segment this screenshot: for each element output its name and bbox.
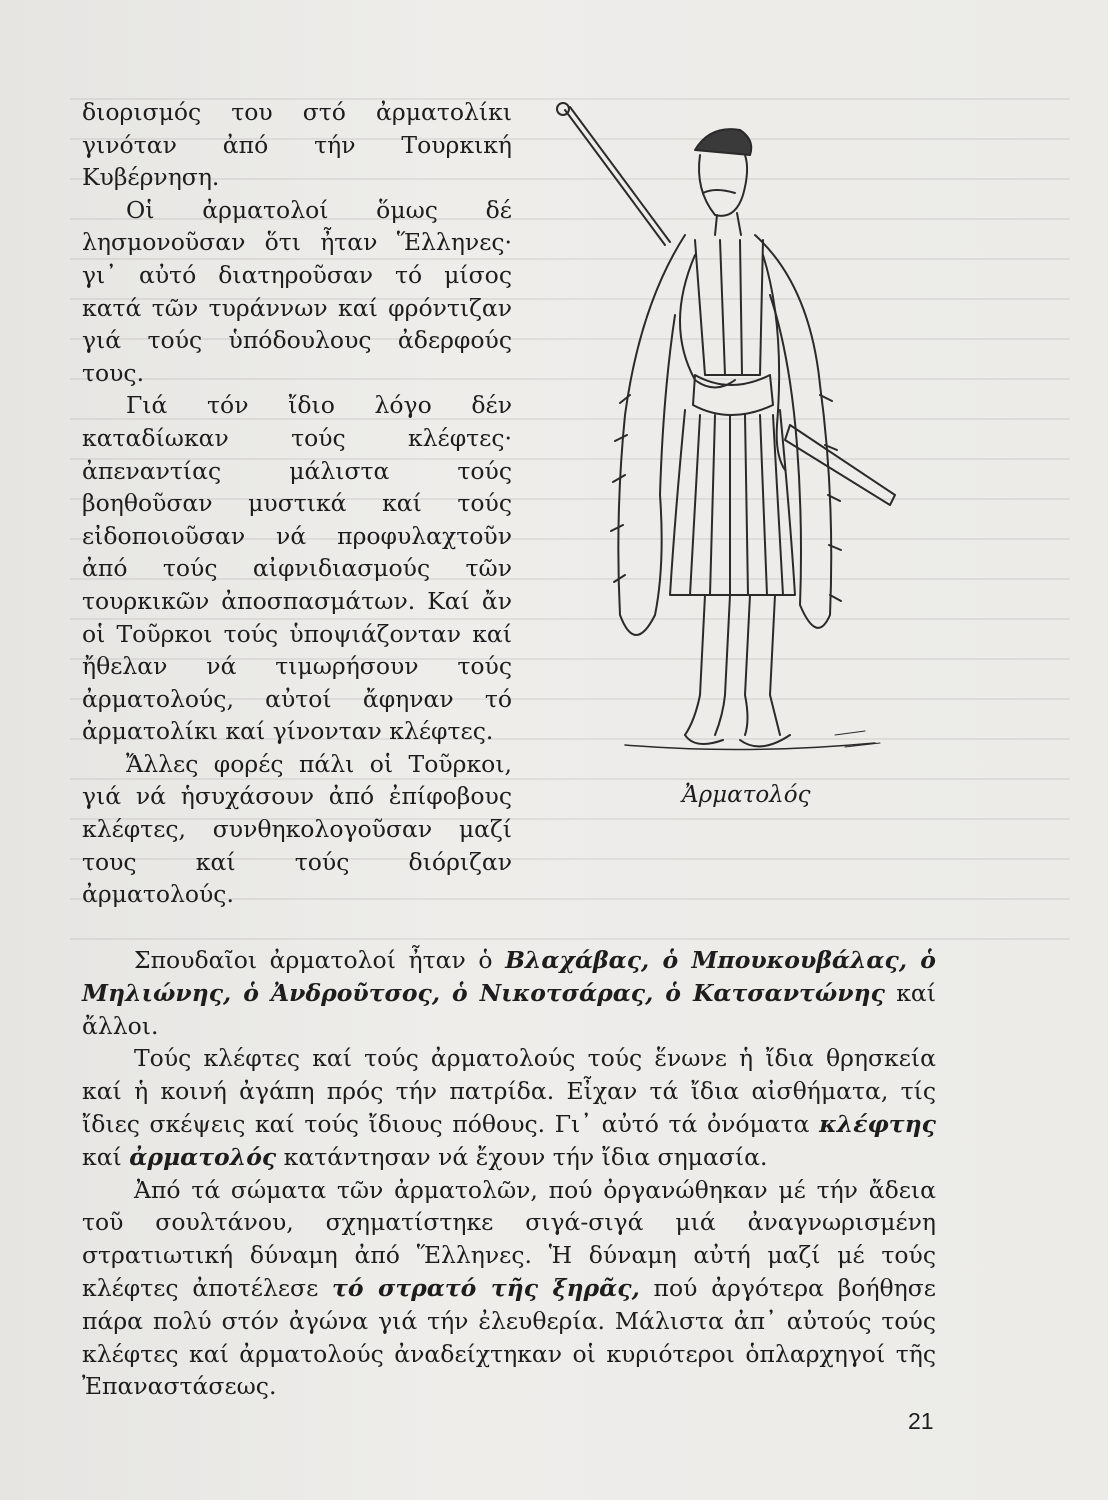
p5-start: Σπουδαῖοι ἀρματολοί ἦταν ὁ (134, 946, 506, 974)
paragraph-5 (82, 944, 936, 1042)
term-armatolos: ἀρματολός (129, 1142, 277, 1171)
armatolos-illustration (545, 95, 940, 775)
term-kleftis: κλέφτης (819, 1109, 936, 1138)
paragraph-2: Οἱ ἀρματολοί ὅμως δέ λησμονοῦσαν ὅτι ἦταν Ἕλληνες· γι᾽ αὐτό διατηροῦσαν τό μίσος κατά τῶν τυράννων καί φρόντιζαν γιά τούς ὑπόδουλους ἀδερφούς τους. (82, 195, 512, 387)
paragraph-6 (82, 1042, 936, 1173)
armatoloi-names: Βλαχάβας, ὁ Μπουκουβάλας, ὁ Μηλιώνης, ὁ Ἀνδροῦτσος, ὁ Νικοτσάρας, ὁ Κατσαντώνης (82, 946, 936, 1007)
p6-a: Τούς κλέφτες καί τούς ἀρματολούς τούς ἕνωνε ἡ ἴδια θρησκεία καί ἡ κοινή ἀγάπη πρός τήν πατρίδα. Εἶχαν τά ἴδια αἰσθήματα, τίς ἴδιες σκέψεις καί τούς ἴδιους πόθους. Γι᾽ αὐτό τά ὀνόματα (82, 1044, 936, 1138)
p6-c: καί (82, 1142, 130, 1171)
full-width-text (82, 944, 936, 1403)
p7-a: Ἀπό τά σώματα τῶν ἀρματολῶν, πού ὀργανώθηκαν μέ τήν ἄδεια τοῦ σουλτάνου, σχηματίστηκε σιγά-σιγά μιά ἀναγνωρισμένη στρατιωτική δύναμη ἀπό Ἕλληνες. Ἡ δύναμη αὐτή μαζί μέ τούς κλέφτες ἀποτέλεσε (82, 1175, 936, 1302)
figure-caption: Ἀρματολός (682, 782, 811, 808)
term-army: τό στρατό τῆς ξηρᾶς, (332, 1273, 640, 1302)
paragraph-7 (82, 1174, 936, 1404)
paragraph-3: Γιά τόν ἴδιο λόγο δέν καταδίωκαν τούς κλέφτες· ἀπεναντίας μάλιστα τούς βοηθοῦσαν μυστικά καί τούς εἰδοποιοῦσαν νά προφυλαχτοῦν ἀπό τούς αἰφνιδιασμούς τῶν τουρκικῶν ἀποσπασμάτων. Καί ἄν οἱ Τοῦρκοι τούς ὑποψιάζονταν καί ἤθελαν νά τιμωρήσουν τούς ἀρματολούς, αὐτοί ἄφηναν τό ἀρματολίκι καί γίνονταν κλέφτες. (82, 391, 512, 746)
page-number: 21 (908, 1408, 934, 1434)
paragraph-1: διορισμός του στό ἀρματολίκι γινόταν ἀπό τήν Τουρκική Κυβέρνηση. (82, 98, 512, 192)
p7-c: πού ἀργότερα βοήθησε πάρα πολύ στόν ἀγώνα γιά τήν ἐλευθερία. Μάλιστα ἀπ᾽ αὐτούς τούς κλέφτες καί ἀρματολούς ἀναδείχτηκαν οἱ κυριότεροι ὁπλαρχηγοί τῆς Ἐπαναστάσεως. (82, 1273, 936, 1401)
p6-d: κατάντησαν νά ἔχουν τήν ἴδια σημασία. (276, 1142, 768, 1171)
p5-end: καί ἄλλοι. (82, 978, 936, 1040)
left-text-column (82, 96, 512, 911)
paragraph-4: Ἄλλες φορές πάλι οἱ Τοῦρκοι, γιά νά ἡσυχάσουν ἀπό ἐπίφοβους κλέφτες, συνθηκολογοῦσαν μαζί τους καί τούς διόριζαν ἀρματολούς. (82, 749, 512, 909)
